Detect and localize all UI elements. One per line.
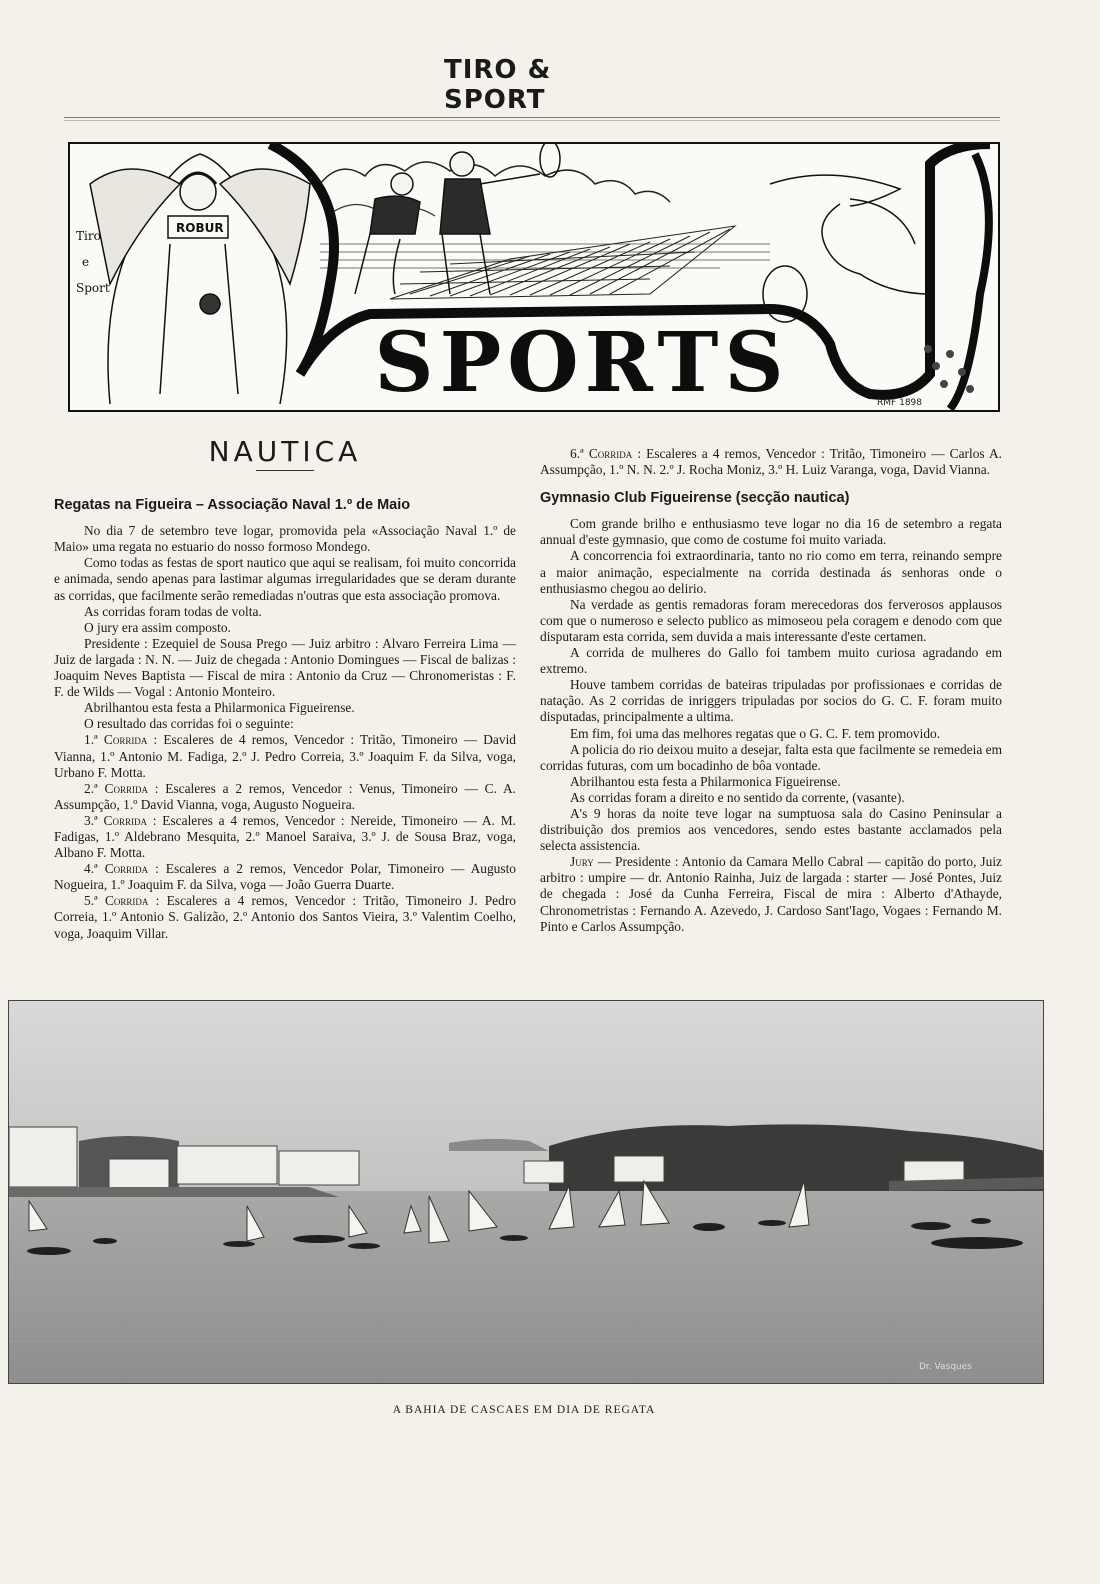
race-label: Corrida xyxy=(104,893,149,909)
paragraph: As corridas foram todas de volta. xyxy=(84,603,262,619)
race-number: 3.ª xyxy=(84,812,98,828)
paragraph: O jury era assim composto. xyxy=(84,619,231,635)
race-result xyxy=(54,781,516,813)
paragraph: Com grande brilho e enthusiasmo teve logar no dia 16 de setembro a regata annual d'este gymnasio, que como de costume foi muito variada. xyxy=(540,516,1002,548)
race-label: Corrida xyxy=(103,732,148,748)
paragraph: Em fim, foi uma das melhores regatas que o G. C. F. tem promovido. xyxy=(570,725,941,741)
race-label: Corrida xyxy=(104,861,149,877)
banner-side-text-3: Sport xyxy=(76,281,110,295)
race-text: : Escaleres a 4 remos, Vencedor : Nereide, Timoneiro — A. M. Fadigas, 1.º Aldebrano Mesquita, 2.º Manoel Saraiva, 3.º J. de Sousa Braz, voga, Albano F. Motta. xyxy=(54,812,516,861)
jury-text: — Presidente : Antonio da Camara Mello Cabral — capitão do porto, Juiz arbitro : umpire — dr. Antonio Rainha, Juiz de largada : starter — José Pontes, Juiz de chegada : José da Cunha Ferreira, Fiscal de mira : Alberto d'Athayde, Chronometristas : Fernando A. Azevedo, J. Cardoso Sant'Iago, Vogaes : Fernando M. Pinto e Carlos Assumpção. xyxy=(540,854,1002,934)
race-number: 2.ª xyxy=(84,780,98,796)
jury-label: Jury xyxy=(570,854,594,870)
photo-caption: A BAHIA DE CASCAES EM DIA DE REGATA xyxy=(392,1404,656,1416)
right-column xyxy=(540,446,1002,935)
race-text: : Escaleres a 4 remos, Vencedor : Tritão, Timoneiro J. Pedro Correia, 1.º Antonio S. Galizão, 2.º Antonio dos Santos Vieira, 3.º Valentim Coelho, voga, Joaquim Villar. xyxy=(54,893,516,941)
banner-side-text-1: Tiro xyxy=(76,229,101,243)
robur-label: ROBUR xyxy=(176,221,224,235)
race-text: : Escaleres a 2 remos, Vencedor Polar, Timoneiro — Augusto Nogueira, 1.º Joaquim F. da Silva, voga — João Guerra Duarte. xyxy=(54,861,516,893)
banner-side-text-2: e xyxy=(82,255,90,269)
paragraph: A's 9 horas da noite teve logar na sumptuosa sala do Casino Peninsular a distribuição dos premios aos vencedores, sendo estes bastante acclamados pela selecta assistencia. xyxy=(540,805,1002,854)
paragraph: No dia 7 de setembro teve logar, promovida pela «Associação Naval 1.º de Maio» uma regata no estuario do nosso formoso Mondego. xyxy=(54,523,516,555)
masthead-title: TIRO & SPORT xyxy=(440,55,630,115)
sports-banner-illustration xyxy=(68,142,1000,412)
paragraph: Presidente : Ezequiel de Sousa Prego — Juiz arbitro : Alvaro Ferreira Lima — Juiz de largada : N. N. — Juiz de chegada : Antonio Domingues — Fiscal de balizas : Joaquim Neves Baptista — Fiscal de mira : Antonio da Cruz — Chronomeristas : F. F. de Wilds — Vogal : Antonio Monteiro. xyxy=(54,635,516,700)
photo-signature: Dr. Vasques xyxy=(919,1362,972,1372)
header-rule xyxy=(64,117,1000,121)
race-label: Corrida xyxy=(588,446,633,461)
race-number: 4.ª xyxy=(84,861,98,877)
paragraph: A concorrencia foi extraordinaria, tanto no rio como em terra, reinando sempre a maior animação, especialmente na corrida destinada ás senhoras onde o enthusiasmo chegou ao delirio. xyxy=(540,548,1002,596)
race-text: : Escaleres a 4 remos, Vencedor : Tritão, Timoneiro — Carlos A. Assumpção, 1.º N. N. 2.º J. Rocha Moniz, 3.º H. Luiz Varanga, voga, David Vianna. xyxy=(540,446,1002,478)
race-result xyxy=(54,732,516,780)
paragraph: O resultado das corridas foi o seguinte: xyxy=(84,716,294,732)
race-text: : Escaleres de 4 remos, Vencedor : Tritão, Timoneiro — David Vianna, 1.º Antonio M. Fadiga, 2.º J. Pedro Correia, 3.º Joaquim F. da Silva, voga, Urbano F. Motta. xyxy=(54,732,516,780)
race-number: 6.ª xyxy=(570,446,584,461)
race-label: Corrida xyxy=(104,780,148,796)
race-number: 1.ª xyxy=(84,732,98,748)
paragraph: A policia do rio deixou muito a desejar, falta esta que facilmente se remedeia em corridas futuras, com um bocadinho de bôa vontade. xyxy=(540,741,1002,773)
paragraph: A corrida de mulheres do Gallo foi tambem muito curiosa agradando em extremo. xyxy=(540,645,1002,677)
left-column xyxy=(54,435,516,942)
paragraph: Na verdade as gentis remadoras foram merecedoras dos ferverosos applausos com que o numeroso e selecto publico as mimoseou pela coragem e denodo com que disputaram esta corrida, sem duvida a mais interessante d'este certamen. xyxy=(540,596,1002,644)
left-article-heading: Regatas na Figueira – Associação Naval 1.º de Maio xyxy=(54,497,411,514)
race-result xyxy=(54,893,516,941)
section-title: NAUTICA xyxy=(208,435,362,468)
jury-paragraph xyxy=(540,854,1002,934)
paragraph: Como todas as festas de sport nautico que aqui se realisam, foi muito concorrida e animada, sendo apenas para lastimar algumas irregularidades que se deram durante as corridas, que facilmente serão remediadas n'outras que esta associação promova. xyxy=(54,555,516,603)
paragraph: Abrilhantou esta festa a Philarmonica Figueirense. xyxy=(84,700,355,716)
race-number: 5.ª xyxy=(84,893,98,909)
masthead-logo xyxy=(440,55,630,115)
paragraph: As corridas foram a direito e no sentido da corrente, (vasante). xyxy=(570,789,905,805)
photo-artwork xyxy=(9,1001,1044,1384)
race-text: : Escaleres a 2 remos, Vencedor : Venus, Timoneiro — C. A. Assumpção, 1.º David Vianna, voga, Augusto Nogueira. xyxy=(54,780,516,812)
bay-photograph xyxy=(8,1000,1044,1384)
paragraph: Houve tambem corridas de bateiras tripuladas por profissionaes e corridas de natação. As 2 corridas de inriggers tripuladas por socios do G. C. F. foram muito disputadas, principalmente a ultima. xyxy=(540,677,1002,725)
race-result xyxy=(54,861,516,893)
race-label: Corrida xyxy=(103,812,147,828)
paragraph: Abrilhantou esta festa a Philarmonica Figueirense. xyxy=(570,773,841,789)
title-rule xyxy=(256,470,314,471)
banner-signature: RMF 1898 xyxy=(877,398,922,408)
right-article-heading: Gymnasio Club Figueirense (secção nautica) xyxy=(540,490,850,507)
banner-title: SPORTS xyxy=(374,315,790,411)
race-result xyxy=(54,813,516,861)
race-result xyxy=(540,446,1002,478)
